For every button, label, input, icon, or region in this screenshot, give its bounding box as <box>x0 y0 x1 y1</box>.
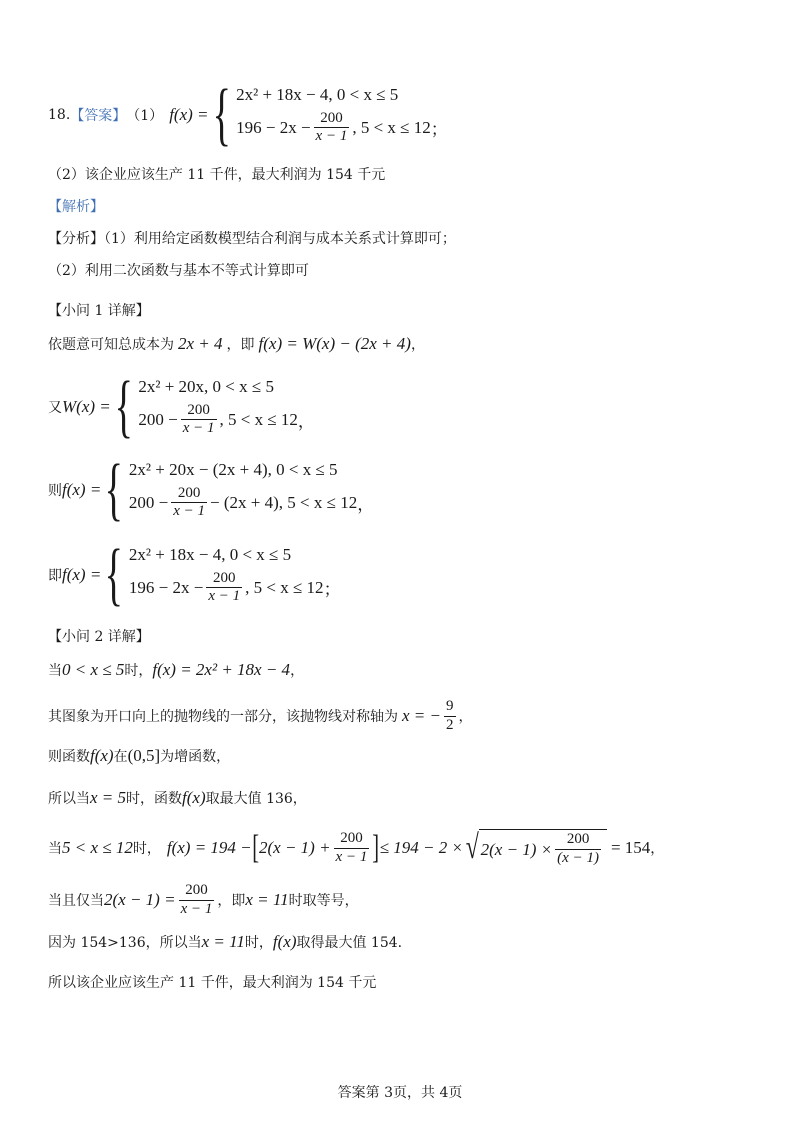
s2-l7-c: 取得最大值 154. <box>296 935 403 951</box>
s2-l6-eq: 2(x − 1) = <box>104 890 176 909</box>
then-block <box>48 451 375 528</box>
cost-text-b: ，即 <box>226 337 255 353</box>
s2-l2-comma: ， <box>458 709 473 725</box>
ji-def: f(x) = <box>62 565 102 584</box>
ji-fraction <box>206 571 242 606</box>
then-frac-num: 200 <box>177 484 201 501</box>
answer-tag: 【答案】 <box>70 108 127 124</box>
cost-eq: f(x) = W(x) − (2x + 4) <box>258 334 411 353</box>
w-label: 又 <box>48 400 62 416</box>
s2-line-2 <box>48 696 473 736</box>
s2-l5-frac <box>334 831 370 866</box>
s2-l6-den: x − 1 <box>180 900 213 917</box>
s2-l4-b: 时，函数 <box>126 791 183 807</box>
case-b <box>236 111 448 146</box>
s2-l6-x: x = 11 <box>245 890 289 909</box>
case-b-prefix: 196 − 2x − <box>236 117 311 137</box>
s2-l5-rad-den: (x − 1) <box>557 850 599 866</box>
s2-l6-b: ，即 <box>217 893 246 909</box>
then-label: 则 <box>48 483 62 499</box>
case-b-suffix: , 5 < x ≤ 12 <box>352 117 431 137</box>
then-frac-den: x − 1 <box>173 503 206 520</box>
brace: { <box>212 76 231 153</box>
s2-l1-eq: f(x) = 2x² + 18x − 4 <box>152 660 291 679</box>
s2-l2-frac <box>444 699 456 734</box>
conclusion: 所以该企业应该生产 11 千件，最大利润为 154 千元 <box>48 975 377 991</box>
answer-header <box>48 76 448 153</box>
w-case-b <box>138 403 315 438</box>
s2-l5-e3: = 154 <box>610 838 651 857</box>
ji-frac-den: x − 1 <box>208 588 241 605</box>
cost-text: 依题意可知总成本为 <box>48 337 174 353</box>
s2-l6-a: 当且仅当 <box>48 893 104 909</box>
w-def: W(x) = <box>62 397 111 416</box>
s2-l4-c: 取最大值 136， <box>205 791 307 807</box>
s2-l6-c: 时取等号， <box>288 893 359 909</box>
s2-l5-cond: 5 < x ≤ 12 <box>62 838 133 857</box>
ji-semicolon: ； <box>323 580 341 600</box>
s2-l6-frac <box>179 883 215 918</box>
fenxi-line-2: （2）利用二次函数与基本不等式计算即可 <box>48 263 309 279</box>
s2-line-6 <box>48 880 359 920</box>
s2-l5-den: x − 1 <box>335 848 368 865</box>
then-cases <box>129 457 374 523</box>
ji-case-b-suffix: , 5 < x ≤ 12 <box>245 577 324 597</box>
s2-l3-a: 则函数 <box>48 749 90 765</box>
radicand <box>479 829 607 867</box>
then-def: f(x) = <box>62 480 102 499</box>
ji-case-b-prefix: 196 − 2x − <box>128 577 204 597</box>
sqrt <box>463 829 607 867</box>
s2-l5-rad-frac <box>555 832 601 867</box>
s2-line-4 <box>48 788 307 808</box>
s2-l7-f: f(x) <box>272 932 297 951</box>
sub1-title: 【小问 1 详解】 <box>48 303 150 319</box>
right-bracket: ] <box>372 829 380 866</box>
then-case-a: 2x² + 20x − (2x + 4), 0 < x ≤ 5 <box>128 459 338 479</box>
s2-l5-rad-num: 200 <box>566 831 590 848</box>
w-case-b-suffix: , 5 < x ≤ 12 <box>219 409 298 429</box>
s2-l2-a: 其图象为开口向上的抛物线的一部分，该抛物线对称轴为 <box>48 709 398 725</box>
w-brace: { <box>114 368 133 445</box>
then-brace: { <box>104 451 124 528</box>
s2-l5-a: 当 <box>48 841 62 857</box>
analysis-tag: 【解析】 <box>48 199 104 215</box>
w-frac-num: 200 <box>187 401 210 418</box>
s2-line-1 <box>48 660 304 680</box>
s2-l3-int: (0,5] <box>127 746 161 765</box>
then-case-b-prefix: 200 − <box>128 492 169 512</box>
then-comma: ， <box>357 495 375 515</box>
s2-l3-f: f(x) <box>90 746 114 765</box>
w-cases <box>138 374 315 440</box>
ji-brace: { <box>104 536 124 613</box>
frac-den: x − 1 <box>315 128 348 145</box>
s2-l6-num: 200 <box>185 881 208 898</box>
w-comma: ， <box>297 412 315 432</box>
s2-l5-comma: ， <box>650 841 665 857</box>
s2-l1-comma: ， <box>290 663 305 679</box>
sqrt-symbol: √ <box>465 829 479 866</box>
ji-case-a: 2x² + 18x − 4, 0 < x ≤ 5 <box>128 544 292 564</box>
s2-l1-b: 时， <box>124 663 153 679</box>
ji-frac-num: 200 <box>213 569 236 586</box>
s2-l4-f: f(x) <box>182 788 206 807</box>
part1-label: （1） <box>126 108 164 124</box>
w-case-b-prefix: 200 − <box>138 409 178 429</box>
w-case-a: 2x² + 20x, 0 < x ≤ 5 <box>138 376 274 396</box>
s2-l4-a: 所以当 <box>48 791 90 807</box>
comma: ， <box>410 337 425 353</box>
case-a: 2x² + 18x − 4, 0 < x ≤ 5 <box>236 84 399 104</box>
answer2-line: （2）该企业应该生产 11 千件，最大利润为 154 千元 <box>48 167 386 183</box>
s2-l5-b: 时， <box>132 841 161 857</box>
s2-l5-num: 200 <box>340 829 363 846</box>
s2-line-7 <box>48 932 402 952</box>
s2-l7-b: 时， <box>244 935 273 951</box>
s2-line-3 <box>48 746 230 766</box>
ji-block <box>48 536 341 613</box>
then-case-b-suffix: − (2x + 4), 5 < x ≤ 12 <box>210 492 358 512</box>
left-bracket: [ <box>251 829 259 866</box>
w-block <box>48 368 315 445</box>
semicolon: ； <box>430 120 448 140</box>
s2-l1-a: 当 <box>48 663 62 679</box>
then-case-b <box>129 486 374 521</box>
f-def: f(x) = <box>169 105 209 124</box>
s2-l5-in: 2(x − 1) + <box>258 838 331 857</box>
s2-line-5 <box>48 822 664 874</box>
page-footer: 答案第 3页，共 4页 <box>337 1085 463 1101</box>
s2-l5-e2: ≤ 194 − 2 × <box>379 838 463 857</box>
s2-l1-cond: 0 < x ≤ 5 <box>62 660 125 679</box>
ji-cases <box>129 542 341 608</box>
ji-case-b <box>129 571 341 606</box>
fenxi-line: 【分析】（1）利用给定函数模型结合利润与成本关系式计算即可； <box>48 231 456 247</box>
w-fraction <box>181 403 217 438</box>
answer-cases <box>236 82 448 148</box>
s2-l5-e1: f(x) = 194 − <box>166 838 252 857</box>
s2-l5-rad-a: 2(x − 1) × <box>480 839 553 859</box>
s2-l7-a: 因为 154>136，所以当 <box>48 935 202 951</box>
w-frac-den: x − 1 <box>182 420 215 437</box>
s2-l3-c: 为增函数， <box>160 749 231 765</box>
s2-l2-den: 2 <box>446 716 454 733</box>
question-number: 18. <box>48 107 71 123</box>
cost-line <box>48 334 425 354</box>
then-fraction <box>171 486 207 521</box>
s2-l4-x: x = 5 <box>90 788 127 807</box>
frac-num: 200 <box>320 109 343 126</box>
s2-l2-num: 9 <box>446 697 454 714</box>
cost-expr: 2x + 4 <box>178 334 223 353</box>
s2-l2-eq: x = − <box>402 706 441 725</box>
sub2-title: 【小问 2 详解】 <box>48 629 150 645</box>
s2-l7-x: x = 11 <box>201 932 245 951</box>
fraction <box>314 111 350 146</box>
ji-label: 即 <box>48 568 62 584</box>
s2-l3-b: 在 <box>113 749 128 765</box>
